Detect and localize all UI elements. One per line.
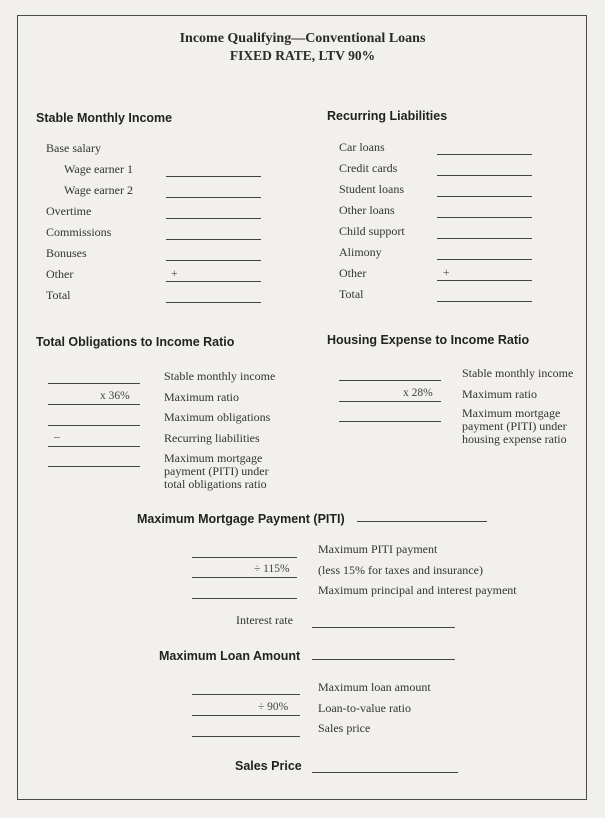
obligations-max-payment-field[interactable]	[48, 466, 140, 467]
max-principal-interest-label: Maximum principal and interest payment	[318, 583, 517, 597]
max-obligations-field[interactable]	[48, 425, 140, 426]
form-title: Income Qualifying—Conventional Loans	[179, 31, 426, 46]
obligations-ratio-heading: Total Obligations to Income Ratio	[36, 335, 235, 349]
max-loan-heading-field[interactable]	[312, 659, 455, 660]
housing-ratio-value: x 28%	[403, 387, 433, 399]
sales-price-heading: Sales Price	[235, 759, 302, 773]
other-loans-label: Other loans	[339, 203, 395, 217]
housing-ratio-field[interactable]	[339, 401, 441, 402]
liabilities-total-field[interactable]	[437, 301, 532, 302]
wage-earner-1-field[interactable]	[166, 176, 261, 177]
other-loans-field[interactable]	[437, 217, 532, 218]
ltv-ratio-label: Loan-to-value ratio	[318, 701, 411, 715]
car-loans-label: Car loans	[339, 140, 385, 154]
wage-earner-1-label: Wage earner 1	[64, 162, 133, 176]
bonuses-field[interactable]	[166, 260, 261, 261]
obligations-stable-income-field[interactable]	[48, 383, 140, 384]
max-loan-amount-label: Maximum loan amount	[318, 680, 431, 694]
recurring-liabilities-label: Recurring liabilities	[164, 431, 260, 445]
car-loans-field[interactable]	[437, 154, 532, 155]
housing-max-payment-field[interactable]	[339, 421, 441, 422]
obligations-ratio-value: x 36%	[100, 390, 130, 402]
credit-cards-field[interactable]	[437, 175, 532, 176]
income-plus-sign: +	[171, 268, 178, 280]
piti-divisor-value: ÷ 115%	[254, 563, 290, 575]
obligations-stable-income-label: Stable monthly income	[164, 369, 276, 383]
sales-price-field[interactable]	[312, 772, 458, 773]
overtime-field[interactable]	[166, 218, 261, 219]
liabilities-heading: Recurring Liabilities	[327, 109, 448, 123]
wage-earner-2-field[interactable]	[166, 197, 261, 198]
income-other-label: Other	[46, 267, 74, 281]
recurring-liabilities-field[interactable]	[48, 446, 140, 447]
piti-divisor-field[interactable]	[192, 577, 297, 578]
interest-rate-label: Interest rate	[236, 613, 293, 627]
max-loan-amount-field[interactable]	[192, 694, 300, 695]
max-principal-interest-field[interactable]	[192, 598, 297, 599]
income-other-field[interactable]	[166, 281, 261, 282]
liabilities-plus-sign: +	[443, 267, 450, 279]
loan-sales-price-field[interactable]	[192, 736, 300, 737]
overtime-label: Overtime	[46, 204, 92, 218]
housing-max-ratio-label: Maximum ratio	[462, 387, 537, 401]
bonuses-label: Bonuses	[46, 246, 87, 260]
housing-stable-income-label: Stable monthly income	[462, 366, 574, 380]
housing-ratio-heading: Housing Expense to Income Ratio	[327, 333, 530, 347]
max-obligations-label: Maximum obligations	[164, 410, 271, 424]
obligations-max-ratio-label: Maximum ratio	[164, 390, 239, 404]
form-subtitle: FIXED RATE, LTV 90%	[229, 48, 376, 63]
alimony-label: Alimony	[339, 245, 382, 259]
interest-rate-field[interactable]	[312, 627, 455, 628]
base-salary-label: Base salary	[46, 141, 101, 155]
max-piti-label: Maximum PITI payment	[318, 542, 438, 556]
max-loan-heading: Maximum Loan Amount	[159, 649, 301, 663]
less-taxes-label: (less 15% for taxes and insurance)	[318, 563, 483, 577]
credit-cards-label: Credit cards	[339, 161, 398, 175]
child-support-label: Child support	[339, 224, 405, 238]
ltv-divisor-field[interactable]	[192, 715, 300, 716]
commissions-field[interactable]	[166, 239, 261, 240]
alimony-field[interactable]	[437, 259, 532, 260]
max-payment-heading: Maximum Mortgage Payment (PITI)	[137, 512, 345, 526]
housing-stable-income-field[interactable]	[339, 380, 441, 381]
student-loans-label: Student loans	[339, 182, 404, 196]
housing-max-payment-label: Maximum mortgage payment (PITI) under housing expense ratio	[462, 406, 567, 446]
child-support-field[interactable]	[437, 238, 532, 239]
liabilities-other-label: Other	[339, 266, 367, 280]
student-loans-field[interactable]	[437, 196, 532, 197]
commissions-label: Commissions	[46, 225, 112, 239]
liabilities-total-label: Total	[339, 287, 364, 301]
wage-earner-2-label: Wage earner 2	[64, 183, 133, 197]
obligations-max-payment-label: Maximum mortgage payment (PITI) under total obligations ratio	[164, 451, 269, 491]
ltv-divisor-value: ÷ 90%	[258, 701, 289, 713]
max-piti-field[interactable]	[192, 557, 297, 558]
loan-sales-price-label: Sales price	[318, 721, 371, 735]
obligations-ratio-field[interactable]	[48, 404, 140, 405]
income-total-field[interactable]	[166, 302, 261, 303]
stable-income-heading: Stable Monthly Income	[36, 111, 173, 125]
liabilities-other-field[interactable]	[437, 280, 532, 281]
minus-sign: –	[54, 431, 60, 443]
max-payment-field[interactable]	[357, 521, 487, 522]
income-total-label: Total	[46, 288, 71, 302]
